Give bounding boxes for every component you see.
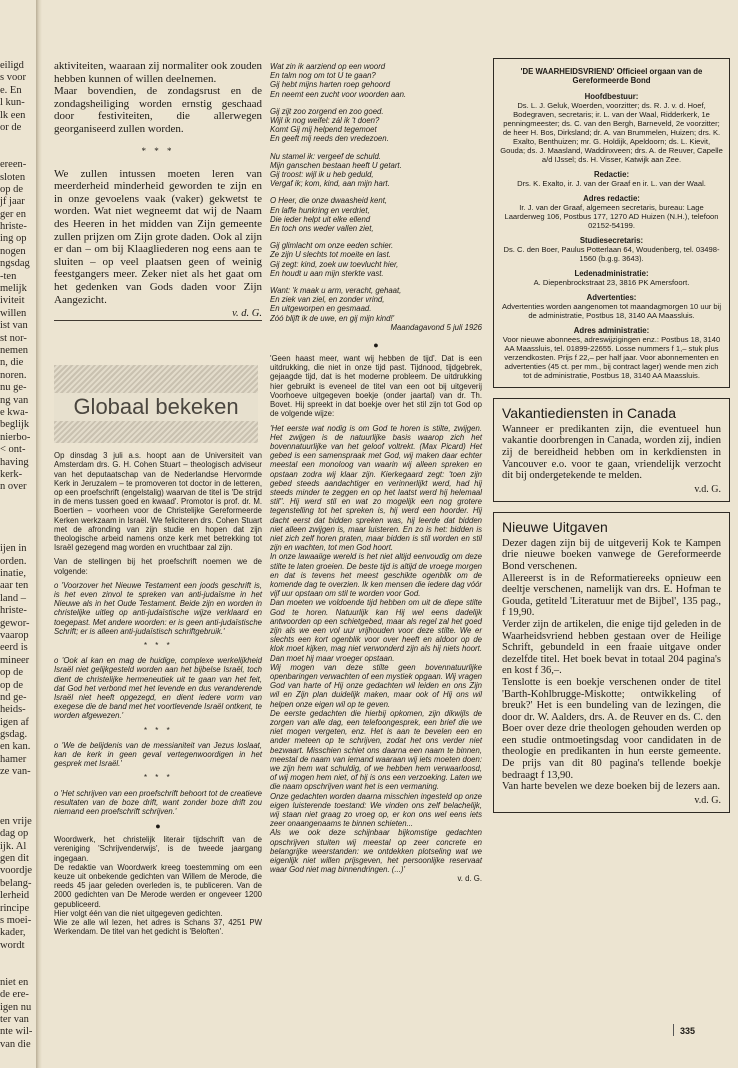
fragment-line: l kun-	[0, 97, 25, 109]
article-quote	[270, 424, 482, 875]
fragment-line: op de	[0, 667, 24, 679]
colophon-box	[493, 58, 730, 388]
colophon-text: Voor nieuwe abonnees, adreswijzigingen enz.: Postbus 18, 3140 AA Maassluis, tel. 01899-22655. Losse nummers f 1,– stuk plus verzendkosten. Prijs f 22,– per half jaar. Voor abonnementen en advertenties (45 ct. per mm., bij contract lager) wende men zich tot de administratie, Postbus 18, 3140 AA Maassluis.	[502, 334, 721, 380]
fragment-line: ereen-	[0, 159, 27, 171]
separator: * * *	[143, 640, 173, 650]
fragment-line: gsdag.	[0, 729, 28, 741]
colophon-text: A. Diepenbrockstraat 23, 3816 PK Amersfoort.	[533, 277, 690, 287]
thesis-item: o 'Voorzover het Nieuwe Testament een joods geschrift is, is het even zinvol te spreken van anti-judaïsme in het Nieuwe als in het Oude Testament. Beide zijn en worden in christelijke uitleg op anti-judaïstische wijze verklaard en toegepast. Met andere woorden: er is geen anti-judaïstische Schrift; er is alleen anti-judaïstisch schriftgebruik.'	[54, 580, 262, 636]
fragment-line: jf jaar	[0, 196, 25, 208]
fragment-line: hamer	[0, 753, 27, 765]
fragment-line	[0, 134, 36, 146]
poem-line: Vergaf ik; kom, kind, aan mijn hart.	[270, 179, 390, 189]
notice-text: Allereerst is in de Reformatiereeks opnieuw een deeltje verschenen, namelijk van drs. E. Hofman te Gouda, getiteld 'Literatuur met de Bijbel', 135 pag., f 19,90.	[502, 572, 721, 619]
colophon-text: Ir. J. van der Graaf, algemeen secretaris, bureau: Lage Laarderweg 106, Postbus 177, 1270 AD Huizen (N.H.), telefoon 02152-54199.	[504, 202, 719, 230]
poem-stanza	[270, 152, 482, 189]
poem-line: Gij zijt zoo zorgend en zoo goed.	[270, 106, 384, 116]
fragment-line: ze van-	[0, 766, 31, 778]
notice-box-nieuwe-uitgaven	[493, 512, 730, 813]
fragment-line: e. En	[0, 84, 22, 96]
thesis-item: o 'Het schrijven van een proefschrift behoort tot de creatieve resultaten van de boze drift, want zonder boze drift zou niemand een proefschrift schrijven.'	[54, 788, 262, 816]
separator: * * *	[143, 773, 173, 783]
page-number: 335	[680, 1026, 696, 1036]
colophon-heading: Studiesecretaris:	[579, 235, 644, 245]
poem-stanza	[270, 286, 482, 323]
paragraph: Maar bovendien, de zondagsrust en de zondagsheiliging worden ernstig geschaad door festiviteiten, die allerwegen georganiseerd zullen worden.	[54, 85, 262, 135]
fragment-line: niet en	[0, 976, 29, 988]
column-right	[493, 58, 730, 813]
article-woordwerk	[54, 835, 262, 936]
fragment-line	[0, 531, 36, 543]
fragment-line: melijk	[0, 283, 27, 295]
paragraph: De redaktie van Woordwerk kreeg toestemming om een keuze uit onbekende gedichten van Willem de Merode, die reeds 45 jaar geleden overleden is, te publiceren. Van de 2000 gedichten van De Merode werden er ongeveer 1200 gepubliceerd.	[54, 862, 262, 909]
poem-line: Zóó blijft ik de uwe, en gij mijn kind!'	[270, 313, 395, 323]
poem-line: En ziek van ziel, en zonder vrind,	[270, 295, 385, 305]
fragment-line: having	[0, 456, 29, 468]
colophon-text: Ds. C. den Boer, Paulus Potterlaan 64, Woudenberg, tel. 03498-1560 (b.g.g. 3643).	[503, 244, 720, 263]
fragment-line: de ere-	[0, 989, 29, 1001]
fragment-line: sloten	[0, 171, 26, 183]
paragraph: In onze lawaaiige wereld is het niet altijd eenvoudig om deze stilte te laten groeien. De beste tijd is altijd de vroege morgen en dat is tevens het meest geschikte ogenblik om de komende dag te overzien. Ik ken mensen die iedere dag vóór vijf uur opstaan om stil te worden voor God.	[270, 552, 482, 599]
thesis-item: o 'We de belijdenis van de messianiteit van Jezus loslaat, kan de kerk in geen geval vertegenwoordigen in het gesprek met Israël.'	[54, 740, 262, 769]
notice-text: Dezer dagen zijn bij de uitgeverij Kok te Kampen drie nieuwe boeken vanwege de Gereformeerde Bond verschenen.	[502, 537, 721, 572]
fragment-line: rincipe	[0, 902, 30, 914]
paragraph: Dan moeten we voldoende tijd hebben om uit de diepe stilte God te horen. Natuurlijk kan Hij wel eens dadelijk antwoorden op een schietgebed, maar als regel zal het goed zijn als we een vol uur vrijhouden voor deze stilte. We er slechts een kort ogenblik voor over heeft en aldoor op de klok moet kijken, mag niet verwonderd zijn als hij niets hoort. Dan moet hij maar vroeger opstaan.	[270, 598, 482, 663]
fragment-line: op de	[0, 183, 24, 195]
poem-line: O Heer, die onze dwaasheid kent,	[270, 196, 388, 206]
fragment-line: e kwa-	[0, 406, 29, 418]
poem-stanza	[270, 62, 482, 99]
thesis-list	[54, 581, 262, 816]
section-separator: * * *	[141, 145, 175, 156]
page-gutter	[36, 0, 42, 1068]
poem-line: Gij zegt: kind, zoek uw toevlucht hier,	[270, 259, 399, 269]
fragment-line: s voor	[0, 72, 26, 84]
fragment-line: heids-	[0, 704, 26, 716]
paragraph: Op dinsdag 3 juli a.s. hoopt aan de Universiteit van Amsterdam drs. G. H. Cohen Stuart – theologisch adviseur van het deputaatschap van de Nederlandse Hervormde Kerk in Jeruzalem – te promoveren tot doctor in de letteren, op een proefschrift (engelstalig) waarvan de titel is 'De strijd in de mens tussen goed en kwaad'. Promotor is prof. dr. M. Boertien – voorheen voor de Christelijke Gereformeerde Kerken werkzaam in Israël. We feliciteren drs. Cohen Stuart met de afronding van zijn studie en hopen dat zijn theologische arbeid namens onze kerk met betrekking tot Israël gezegend mag worden en vruchtbaar zal zijn.	[54, 451, 262, 553]
paragraph: Van de stellingen bij het proefschrift noemen we de volgende:	[54, 557, 262, 576]
article-stilte	[270, 354, 482, 418]
fragment-line: willen	[0, 307, 27, 319]
fragment-line: eiligd	[0, 60, 24, 71]
fragment-line: lk een	[0, 109, 26, 121]
poem-line: Wijl ik nog weifel: zál ik 't doen?	[270, 116, 380, 126]
fragment-line	[0, 518, 36, 530]
fragment-line: belang-	[0, 877, 32, 889]
fragment-line: ter van	[0, 1014, 29, 1026]
fragment-line: beglijk	[0, 419, 30, 431]
colophon-text: Drs. K. Exalto, ir. J. van der Graaf en ir. L. van der Waal.	[517, 178, 706, 188]
poem-line: Gij troost: wijl ik u heb geduld,	[270, 170, 374, 180]
section-title: Globaal bekeken	[54, 393, 258, 421]
fragment-line	[0, 965, 36, 977]
fragment-line: orden.	[0, 555, 27, 567]
fragment-line: eerd is	[0, 642, 28, 654]
fragment-line: nogen	[0, 245, 26, 257]
author-signature: v. d. G.	[457, 874, 482, 884]
fragment-line	[0, 803, 36, 815]
poem-line: Ze zijn U slechts tot moeite en last.	[270, 250, 391, 260]
fragment-line: st nor-	[0, 332, 27, 344]
fragment-line: en kan.	[0, 741, 31, 753]
poem-line: Gij hebt mijns harten roep gehoord	[270, 80, 391, 90]
poem-line: Nu stamel ik: vergeef de schuld.	[270, 151, 381, 161]
fragment-line: voordje	[0, 865, 33, 877]
poem-line: En talm nog om tot U te gaan?	[270, 71, 376, 81]
paragraph: Onze gedachten worden daarna misschien ingesteld op onze eigen luisterende toestand: We vinden ons zelf belachelijk, wij staan niet graag zo vroeg op, er kon ons wel eens iets zeer onaangenaams te binnen schieten...	[270, 791, 482, 829]
fragment-line: hriste-	[0, 221, 27, 233]
colophon-heading: Advertenties:	[586, 292, 637, 302]
fragment-line: gewor-	[0, 617, 30, 629]
poem-line: Wat zin ik aarziend op een woord	[270, 62, 386, 71]
fragment-line: hriste-	[0, 605, 27, 617]
fragment-line: nd ge-	[0, 691, 27, 703]
poem-line: En uitgeworpen en gesmaad.	[270, 304, 372, 314]
bullet-separator: ●	[373, 340, 379, 351]
fragment-line: iviteit	[0, 295, 25, 307]
notice-text: Wanneer er predikanten zijn, die eventueel hun vakantie doorbrengen in Canada, worden zij, indien zij de bereidheid hebben om in kerkdiensten in Vancouver e.o. voor te gaan, vriendelijk verzocht dit bij ondergetekende te melden.	[502, 423, 721, 482]
fragment-line: igen af	[0, 716, 29, 728]
bullet-separator: ●	[155, 821, 161, 832]
poem-line: En geeft mij reeds den vredezoen.	[270, 134, 389, 144]
fragment-line: inatie,	[0, 568, 26, 580]
poem-stanza	[270, 241, 482, 278]
paragraph: We zullen intussen moeten leren van meerderheid minderheid geworden te zijn en in onze gevoelens vaak (vaker) gekwetst te worden. Wat niet wegneemt dat wij de Naam des Heeren in het midden van Zijn gemeente zullen prijzen om Zijn grote daden. Ook al zijn er dan – om bij Klaagliederen nog eens aan te sluiten – op veel plaatsen geen of weinig feestgangers meer. Zeker niet als het gaat om het gedenken van Gods daden voor Zijn Aangezicht.	[54, 167, 262, 306]
paragraph: Als we ook deze schijnbaar bijkomstige gedachten opschrijven stuiten wij meestal op zeer concrete en belangrijke weerstanden: we ontdekken plotseling wat we eigenlijk niet willen prijsgeven, het persoonlijke reservaat waar God niet mag binnendringen. (...)'	[270, 828, 482, 875]
fragment-line: ing op	[0, 233, 27, 245]
paragraph: Wie ze alle wil lezen, het adres is Schans 37, 4251 PW Werkendam. De titel van het gedicht is 'Beloften'.	[54, 918, 262, 937]
separator: * * *	[143, 725, 173, 735]
masthead: 'DE WAARHEIDSVRIEND' Officieel orgaan van de Gereformeerde Bond	[520, 67, 703, 86]
author-signature: v.d. G.	[694, 794, 721, 806]
fragment-line	[0, 952, 36, 964]
fragment-line: aar ten	[0, 580, 29, 592]
colophon-heading: Adres administratie:	[573, 325, 650, 335]
fragment-line: gen dit	[0, 853, 29, 864]
fragment-line	[0, 147, 36, 159]
notice-box-vakantiediensten	[493, 398, 730, 502]
poem-stanza	[270, 196, 482, 233]
fragment-line: nemen	[0, 344, 28, 356]
fragment-line: s moei-	[0, 914, 32, 926]
article-globaal-bekeken	[54, 451, 262, 576]
colophon-text: Ds. L. J. Geluk, Woerden, voorzitter; ds. R. J. v. d. Hoef, Bodegraven, secretaris; ir. L. van der Waal, Ridderkerk, 1e penningmeester; ds. C. van den Bergh, Barneveld, 2e voorzitter; de heer H. Bos, Dirksland; dr. A. van Brummelen, Huizen; drs. K. Exalto, Benthuizen; mr. G. Holdijk, Apeldoorn; ds. L. Kievit, Gouda; ds. J. Maasland, Waddinxveen; drs. A. de Reuver, Capelle a/d IJssel; ds. H. Visser, Katwijk aan Zee.	[500, 100, 723, 164]
poem-line: Die ieder helpt uit elke ellend	[270, 214, 371, 224]
fragment-line: nte wil-	[0, 1026, 33, 1038]
fragment-line: ger en	[0, 208, 26, 220]
poem-line: En laffe hunkring en verdriet,	[270, 205, 370, 215]
notice-text: Van harte bevelen we deze boeken bij de lezers aan.	[502, 781, 721, 793]
fragment-line: dag op	[0, 828, 29, 840]
author-signature: v. d. G.	[54, 308, 262, 321]
fragment-line: op de	[0, 679, 24, 691]
colophon-heading: Ledenadministratie:	[574, 268, 649, 278]
fragment-line: -ten	[0, 270, 17, 282]
poem-line: Komt Gij mij helpend tegemoet	[270, 125, 377, 135]
paragraph: aktiviteiten, waaraan zij normaliter ook zouden hebben kunnen of willen deelnemen.	[54, 60, 262, 85]
fragment-line: n, die	[0, 357, 24, 369]
fragment-line: lerheid	[0, 890, 30, 902]
fragment-line: kader,	[0, 927, 26, 939]
fragment-line: van die	[0, 1038, 31, 1050]
thesis-item: o 'Ook al kan en mag de huidige, complexe werkelijkheid Israël niet gelijkgesteld worden aan het bijbelse Israël, toch dient de christelijke hermeneutiek uit te gaan van het feit, dat God het verbond met het levende en dus veranderende Israël niet heeft opgezegd, en dient iedere vorm van exegese die de band met het voortlevende Israël ontkent, te worden afgewezen.'	[54, 656, 262, 721]
fragment-line: vaarop	[0, 629, 29, 641]
fragment-line: igen nu	[0, 1001, 32, 1013]
notice-title: Vakantiediensten in Canada	[502, 404, 677, 421]
poem-line: En neemt een zucht voor woorden aan.	[270, 89, 407, 99]
paragraph: 'Geen haast meer, want wij hebben de tijd'. Dat is een uitdrukking, die niet in onze tijd past. Tijdnood, tijdgebrek, gejaagde tijd, dat is het moderne probleem. De uitdrukking hier gebruikt is eveneel de titel van een oot bij uitgeverij Voorhoeve uitgegeven boekje (onder jaartal) van dr. Th. Bovet. Hij spreekt in dat boekje over het stil zijn tot God op de volgende wijze:	[270, 354, 482, 419]
fragment-line: ngsdag	[0, 258, 30, 270]
fragment-line: ist van	[0, 320, 28, 332]
fragment-line: nu ge-	[0, 382, 27, 394]
paragraph: De eerste gedachten die hierbij opkomen, zijn dikwijls de zorgen van alle dag, een telefoongesprek, een brief die we niet mogen vergeten, enz. Het is aan te bevelen een en ander meteen op te schrijven, zodat het ons verder niet bezwaart. Misschien schiet ons daarna een naam te binnen, meestal de naam van iemand waaraan wij iets moeten doen: we zijn hem wat schuldig, of we hebben hem verwaarloosd, of wij mogen hem niet, of hij is ons een verzoeking. Laten we die naam opschrijven want het is een vermaning.	[270, 708, 482, 792]
section-banner	[54, 365, 258, 443]
column-left	[54, 60, 262, 936]
fragment-line	[0, 779, 36, 791]
fragment-line: ijk. Al	[0, 840, 27, 852]
fragment-line: n over	[0, 481, 27, 493]
notice-title: Nieuwe Uitgaven	[502, 518, 608, 535]
author-signature: v.d. G.	[694, 483, 721, 495]
previous-page-column-fragment	[0, 60, 36, 1051]
page-number-rule	[673, 1024, 674, 1036]
paragraph: 'Het eerste wat nodig is om God te horen is stilte, zwijgen. Het zwijgen is de natuurlijke basis waarop zich het bovennatuurlijke van het geloof voltrekt. (Max Picard) Het gebed is een samenspraak met God, wij maken daar echter meestal een monoloog van waarin wij alleen spreken en opstaan zodra wij klaar zijn. Kierkegaard zegt: 'toen zijn gebed steeds aandachtiger en verinnerlijkt werd, had hij steeds minder te zeggen en op het laatst werd hij helemaal stil''. Hij werd stil en wat zo mogelijk een nog grotere tegenstelling tot het spreken is, hij werd een hoorder. Hij dacht eerst dat bidden spreken was, hij leerde dat bidden niet alleen zwijgen is, maar luisteren. En zo is het: bidden is niet zich zelf horen praten, maar bidden is stil worden en stil zijn en wachten, tot men God hoort.	[270, 423, 482, 553]
fragment-line: mineer	[0, 654, 30, 666]
fragment-line: nierbo-	[0, 431, 31, 443]
poem-line: En toch ons weder vallen ziet,	[270, 224, 374, 234]
colophon-text: Advertenties worden aangenomen tot maandagmorgen 10 uur bij de administratie, Postbus 18, 3140 AA Maassluis.	[501, 301, 722, 320]
notice-text: Verder zijn de artikelen, die enige tijd geleden in de Waarheidsvriend hebben gestaan over de Heilige Schrift, gebundeld in een fraaie uitgave onder dezelfde titel. Het boek bevat in totaal 204 pagina's en kost f 36,–.	[502, 618, 721, 677]
fragment-line: kerk-	[0, 468, 23, 480]
fragment-line: noren.	[0, 369, 27, 381]
fragment-line	[0, 791, 36, 803]
fragment-line: < ont-	[0, 444, 26, 456]
fragment-line: ng van	[0, 394, 29, 406]
paragraph: Wij mogen van deze stilte geen bovennatuurlijke openbaringen verwachten of een mystiek opgaan. Wij vragen God van harte of Hij onze gedachten wil leiden en ons Zijn wil en Zijn plan duidelijk maken, maar ook of Hij ons wil helpen onze eigen wil op te geven.	[270, 662, 482, 709]
fragment-line	[0, 494, 36, 506]
poem-line: Want: 'k maak u arm, veracht, gehaat,	[270, 286, 402, 296]
notice-text: Tenslotte is een boekje verschenen onder de titel 'Barth-Kohlbrugge-Miskotte; ontwikkeling of breuk?' Het is een bundeling van de lezingen, die door dr. W. Aalders, drs. A. de Reuver en ds. C. den Boer over deze drie theologen gehouden werden op een studie ontmoetingsdag voor candidaten in de theologie en predikanten in hun eerste gemeente. De prijs van dit 80 pagina's tellende boekje bedraagt f 13,90.	[502, 676, 721, 781]
paragraph: Hier volgt één van die niet uitgegeven gedichten.	[54, 908, 223, 918]
colophon-heading: Adres redactie:	[583, 193, 640, 203]
fragment-line: wordt	[0, 939, 25, 951]
fragment-line: ijen in	[0, 543, 27, 555]
column-middle	[270, 62, 482, 884]
fragment-line: or de	[0, 121, 22, 133]
colophon-heading: Redactie:	[593, 169, 630, 179]
poem-stanza	[270, 107, 482, 144]
poem-line: Gij glimlacht om onze eeden schier.	[270, 241, 394, 251]
fragment-line	[0, 506, 36, 518]
paragraph: Woordwerk, het christelijk literair tijdschrift van de vereniging 'Schrijvenderwijs', is de tweede jaargang ingegaan.	[54, 835, 262, 863]
fragment-line: en vrije	[0, 815, 32, 827]
poem-date: Maandagavond 5 juli 1926	[390, 322, 482, 332]
fragment-line: land –	[0, 592, 26, 604]
poem-line: En houdt u aan mijn sterkte vast.	[270, 268, 384, 278]
colophon-heading: Hoofdbestuur:	[584, 91, 639, 101]
poem-line: Mijn ganschen bestaan heeft U getart.	[270, 160, 402, 170]
